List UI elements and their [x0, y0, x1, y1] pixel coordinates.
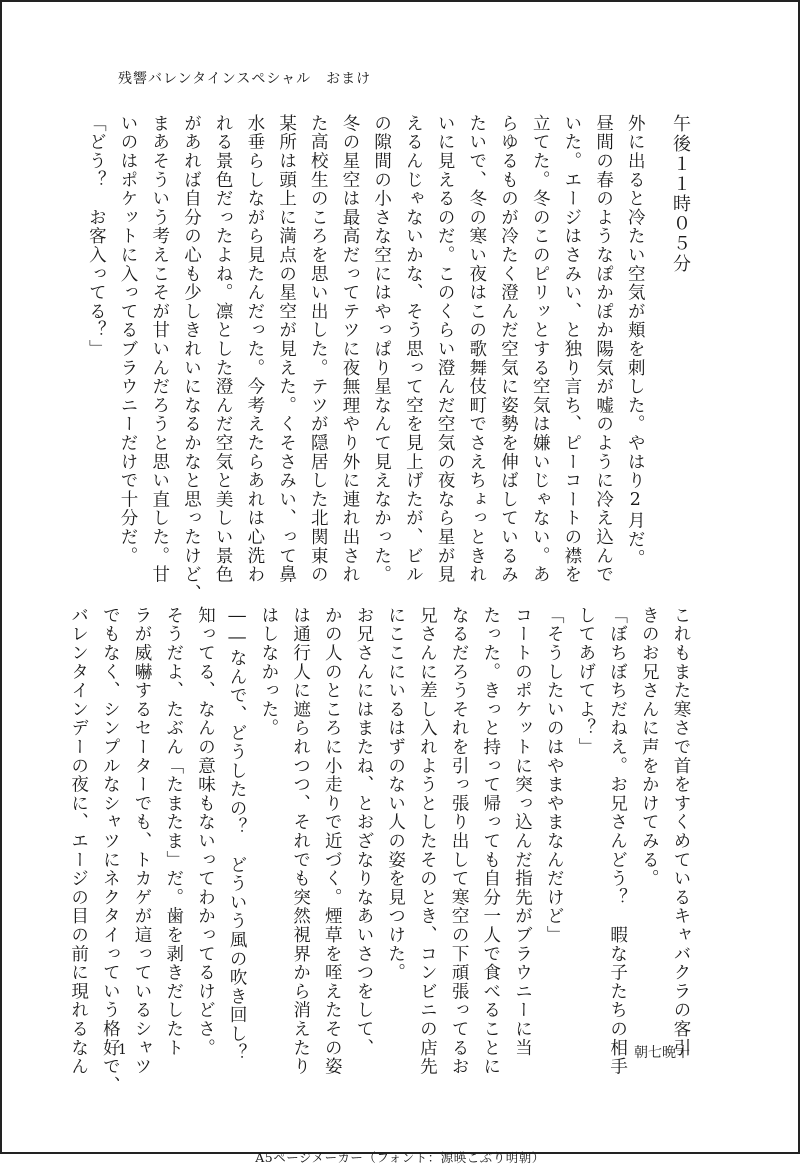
- text-line: バレンタインデーの夜に、エージの目の前に現れるなん: [68, 606, 89, 1076]
- text-line: れる景色だったよね。凛とした澄んだ空気と美しい景色: [213, 114, 234, 584]
- text-line: そうだよ、たぶん「たまたま」だ。歯を剥きだしたト: [163, 606, 184, 1058]
- running-header: 残響バレンタインスペシャル おまけ: [118, 71, 372, 87]
- text-line: 昼間の春のようなぽかぽか陽気が嘘のように冷え込んで: [593, 114, 614, 584]
- text-line: お兄さんにはまたね、とおざなりなあいさつをして、: [353, 606, 374, 1058]
- text-line: 知ってる、なんの意味もないってわかってるけどさ。: [195, 606, 216, 1058]
- text-line: は通行人に遮られつつ、それでも突然視界から消えたり: [290, 606, 311, 1076]
- text-line: た高校生のころを思い出した。テツが隠居した北関東の: [308, 114, 329, 584]
- text-line: まあそういう考えこそが甘いんだろうと思い直した。甘: [149, 114, 170, 584]
- text-line: らゆるものが冷たく澄んだ空気に姿勢を伸ばしているみ: [498, 114, 519, 584]
- author-name: 朝七晩十: [634, 1045, 690, 1061]
- text-line: 外に出ると冷たい空気が頬を刺した。やはり2月だ。: [625, 114, 646, 568]
- text-line: 「どう？ お客入ってる？」: [86, 114, 107, 359]
- text-line: たいで、冬の寒い夜はこの歌舞伎町でさえちょっときれ: [466, 114, 487, 584]
- text-line: 「そうしたいのはやまやまなんだけど」: [544, 606, 565, 945]
- text-line: かの人のところに小走りで近づく。煙草を咥えたその姿: [322, 606, 343, 1076]
- text-line: 立てた。冬のこのピリッとする空気は嫌いじゃない。あ: [530, 114, 551, 584]
- text-line: えるんじゃないかな、そう思って空を見上げたが、ビル: [403, 114, 424, 584]
- text-line: でもなく、シンプルなシャツにネクタイっていう格好で、: [100, 606, 121, 1095]
- text-line: 某所は頭上に満点の星空が見えた。くそさみい、って鼻: [276, 114, 297, 584]
- text-line: があれば自分の心も少しきれいになるかなと思ったけど、: [181, 114, 202, 603]
- text-line: 兄さんに差し入れようとしたそのとき、コンビニの店先: [417, 606, 438, 1076]
- text-line: コートのポケットに突っ込んだ指先がブラウニーに当: [512, 606, 533, 1058]
- page-number: 1: [118, 1042, 127, 1058]
- maker-caption: A5ページメーカー（フォント：源暎こぶり明朝）: [255, 1150, 545, 1165]
- text-line: いのはポケットに入ってるブラウニーだけで十分だ。: [118, 114, 139, 566]
- text-line: してあげてよ？」: [575, 606, 596, 757]
- text-line: の隙間の小さな空にはやっぱり星なんて見えなかった。: [371, 114, 392, 584]
- text-line: いた。エージはさみい、と独り言ち、ピーコートの襟を: [561, 114, 582, 584]
- text-line: にここにいるはずのない人の姿を見つけた。: [385, 606, 406, 982]
- text-line: 冬の星空は最高だってテツに夜無理やり外に連れ出され: [339, 114, 360, 584]
- text-line: ラが威嚇するセーターでも、トカゲが這っているシャツ: [132, 606, 153, 1076]
- text-line: これもまた寒さで首をすくめているキャバクラの客引: [671, 606, 691, 1058]
- text-line: きのお兄さんに声をかけてみる。: [639, 606, 660, 888]
- text-line: 水垂らしながら見たんだった。今考えたらあれは心洗わ: [244, 114, 265, 584]
- text-line: 「ぼちぼちだねえ。お兄さんどう？ 暇な子たちの相手: [607, 606, 628, 1076]
- section-heading: 午後１１時０５分: [670, 114, 691, 274]
- text-line: たった。きっと持って帰っても自分一人で食べることに: [480, 606, 501, 1076]
- text-line: いに見えるのだ。このくらい澄んだ空気の夜なら星が見: [435, 114, 456, 584]
- text-line: ――なんで、どうしたの？ どういう風の吹き回し？: [227, 606, 248, 1063]
- body-text-top: [80, 114, 696, 603]
- text-line: なるだろうそれを引っ張り出して寒空の下頑張ってるお: [449, 606, 470, 1076]
- text-line: はしなかった。: [258, 606, 279, 738]
